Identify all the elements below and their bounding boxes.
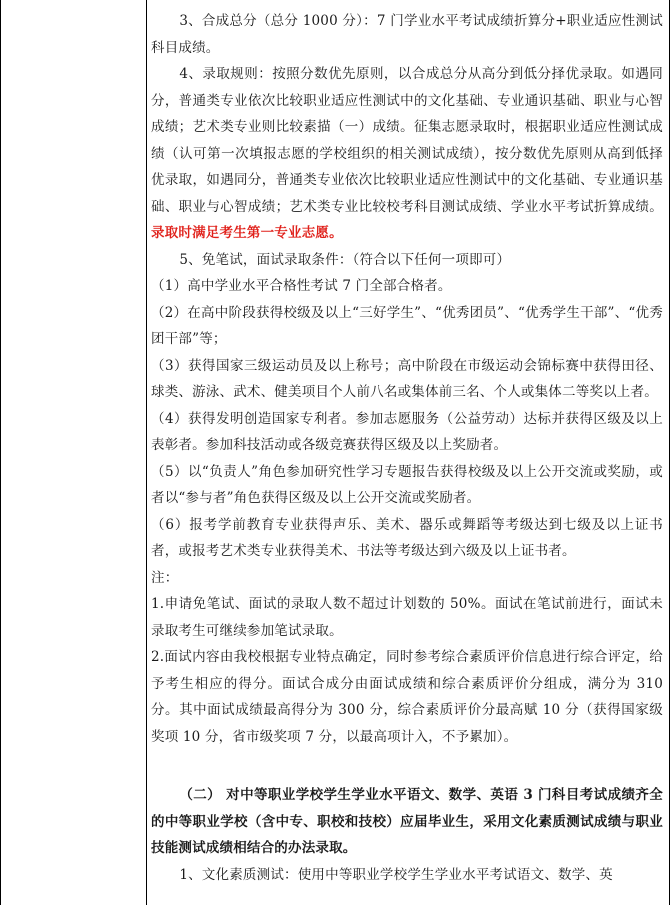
paragraph-admission-rules bbox=[151, 61, 663, 247]
admission-rules-text: 4、录取规则：按照分数优先原则，以合成总分从高分到低分择优录取。如遇同分，普通类专业依次比较职业适应性测试中的文化基础、专业通识基础、职业与心智成绩；艺术类专业则比较素描（一）成绩。征集志愿录取时，根据职业适应性测试成绩（认可第一次填报志愿的学校组织的相关测试成绩），按分数优先原则从高到低择优录取，如遇同分，普通类专业依次比较职业适应性测试中的文化基础、专业通识基础、职业与心智成绩；艺术类专业比较校考科目测试成绩、学业水平考试折算成绩。 bbox=[151, 66, 663, 215]
paragraph-exemption-conditions: 5、免笔试，面试录取条件：（符合以下任何一项即可） bbox=[179, 251, 511, 268]
table-left-column bbox=[1, 0, 147, 905]
condition-item-4: （4）获得发明创造国家专利者。参加志愿服务（公益劳动）达标并获得区级及以上表彰者。参加科技活动或各级竞赛获得区级及以上奖励者。 bbox=[151, 410, 663, 453]
condition-item-5: （5）以“负责人”角色参加研究性学习专题报告获得校级及以上公开交流或奖励，或者以“参与者”角色获得区级及以上公开交流或奖励者。 bbox=[151, 463, 663, 506]
note-heading: 注： bbox=[151, 569, 179, 586]
note-item-2: 2.面试内容由我校根据专业特点确定，同时参考综合素质评价信息进行综合评定，给予考生相应的得分。面试合成分由面试成绩和综合素质评价分组成，满分为 310 分。其中面试成绩最高得分为 300 分，综合素质评价分最高赋 10 分（获得国家级奖项 10 分，省市级奖项 7 分，以最高项计入，不予累加）。 bbox=[151, 649, 663, 745]
section-two-heading: （二） 对中等职业学校学生学业水平语文、数学、英语 3 门科目考试成绩齐全的中等职业学校（含中专、职校和技校）应届毕业生，采用文化素质测试成绩与职业技能测试成绩相结合的办法录取。 bbox=[151, 787, 663, 856]
admission-rules-highlight: 录取时满足考生第一专业志愿。 bbox=[151, 225, 343, 241]
note-item-1: 1.申请免笔试、面试的录取人数不超过计划数的 50%。面试在笔试前进行，面试未录取考生可继续参加笔试录取。 bbox=[151, 596, 663, 639]
condition-item-6: （6）报考学前教育专业获得声乐、美术、器乐或舞蹈等考级达到七级及以上证书者，或报考艺术类专业获得美术、书法等考级达到六级及以上证书者。 bbox=[151, 516, 663, 559]
section-spacer bbox=[151, 750, 663, 782]
condition-item-1: （1）高中学业水平合格性考试 7 门全部合格者。 bbox=[151, 278, 452, 294]
condition-item-3: （3）获得国家三级运动员及以上称号；高中阶段在市级运动会锦标赛中获得田径、球类、游泳、武术、健美项目个人前八名或集体前三名、个人或集体二等奖以上者。 bbox=[151, 357, 663, 400]
paragraph-total-score: 3、合成总分（总分 1000 分）：7 门学业水平考试成绩折算分+职业适应性测试科目成绩。 bbox=[151, 13, 663, 56]
paragraph-culture-test: 1、文化素质测试：使用中等职业学校学生学业水平考试语文、数学、英 bbox=[179, 866, 613, 883]
condition-item-2: （2）在高中阶段获得校级及以上“三好学生”、“优秀团员”、“优秀学生干部”、“优秀团干部”等； bbox=[151, 304, 663, 347]
table-content-cell bbox=[151, 8, 663, 888]
